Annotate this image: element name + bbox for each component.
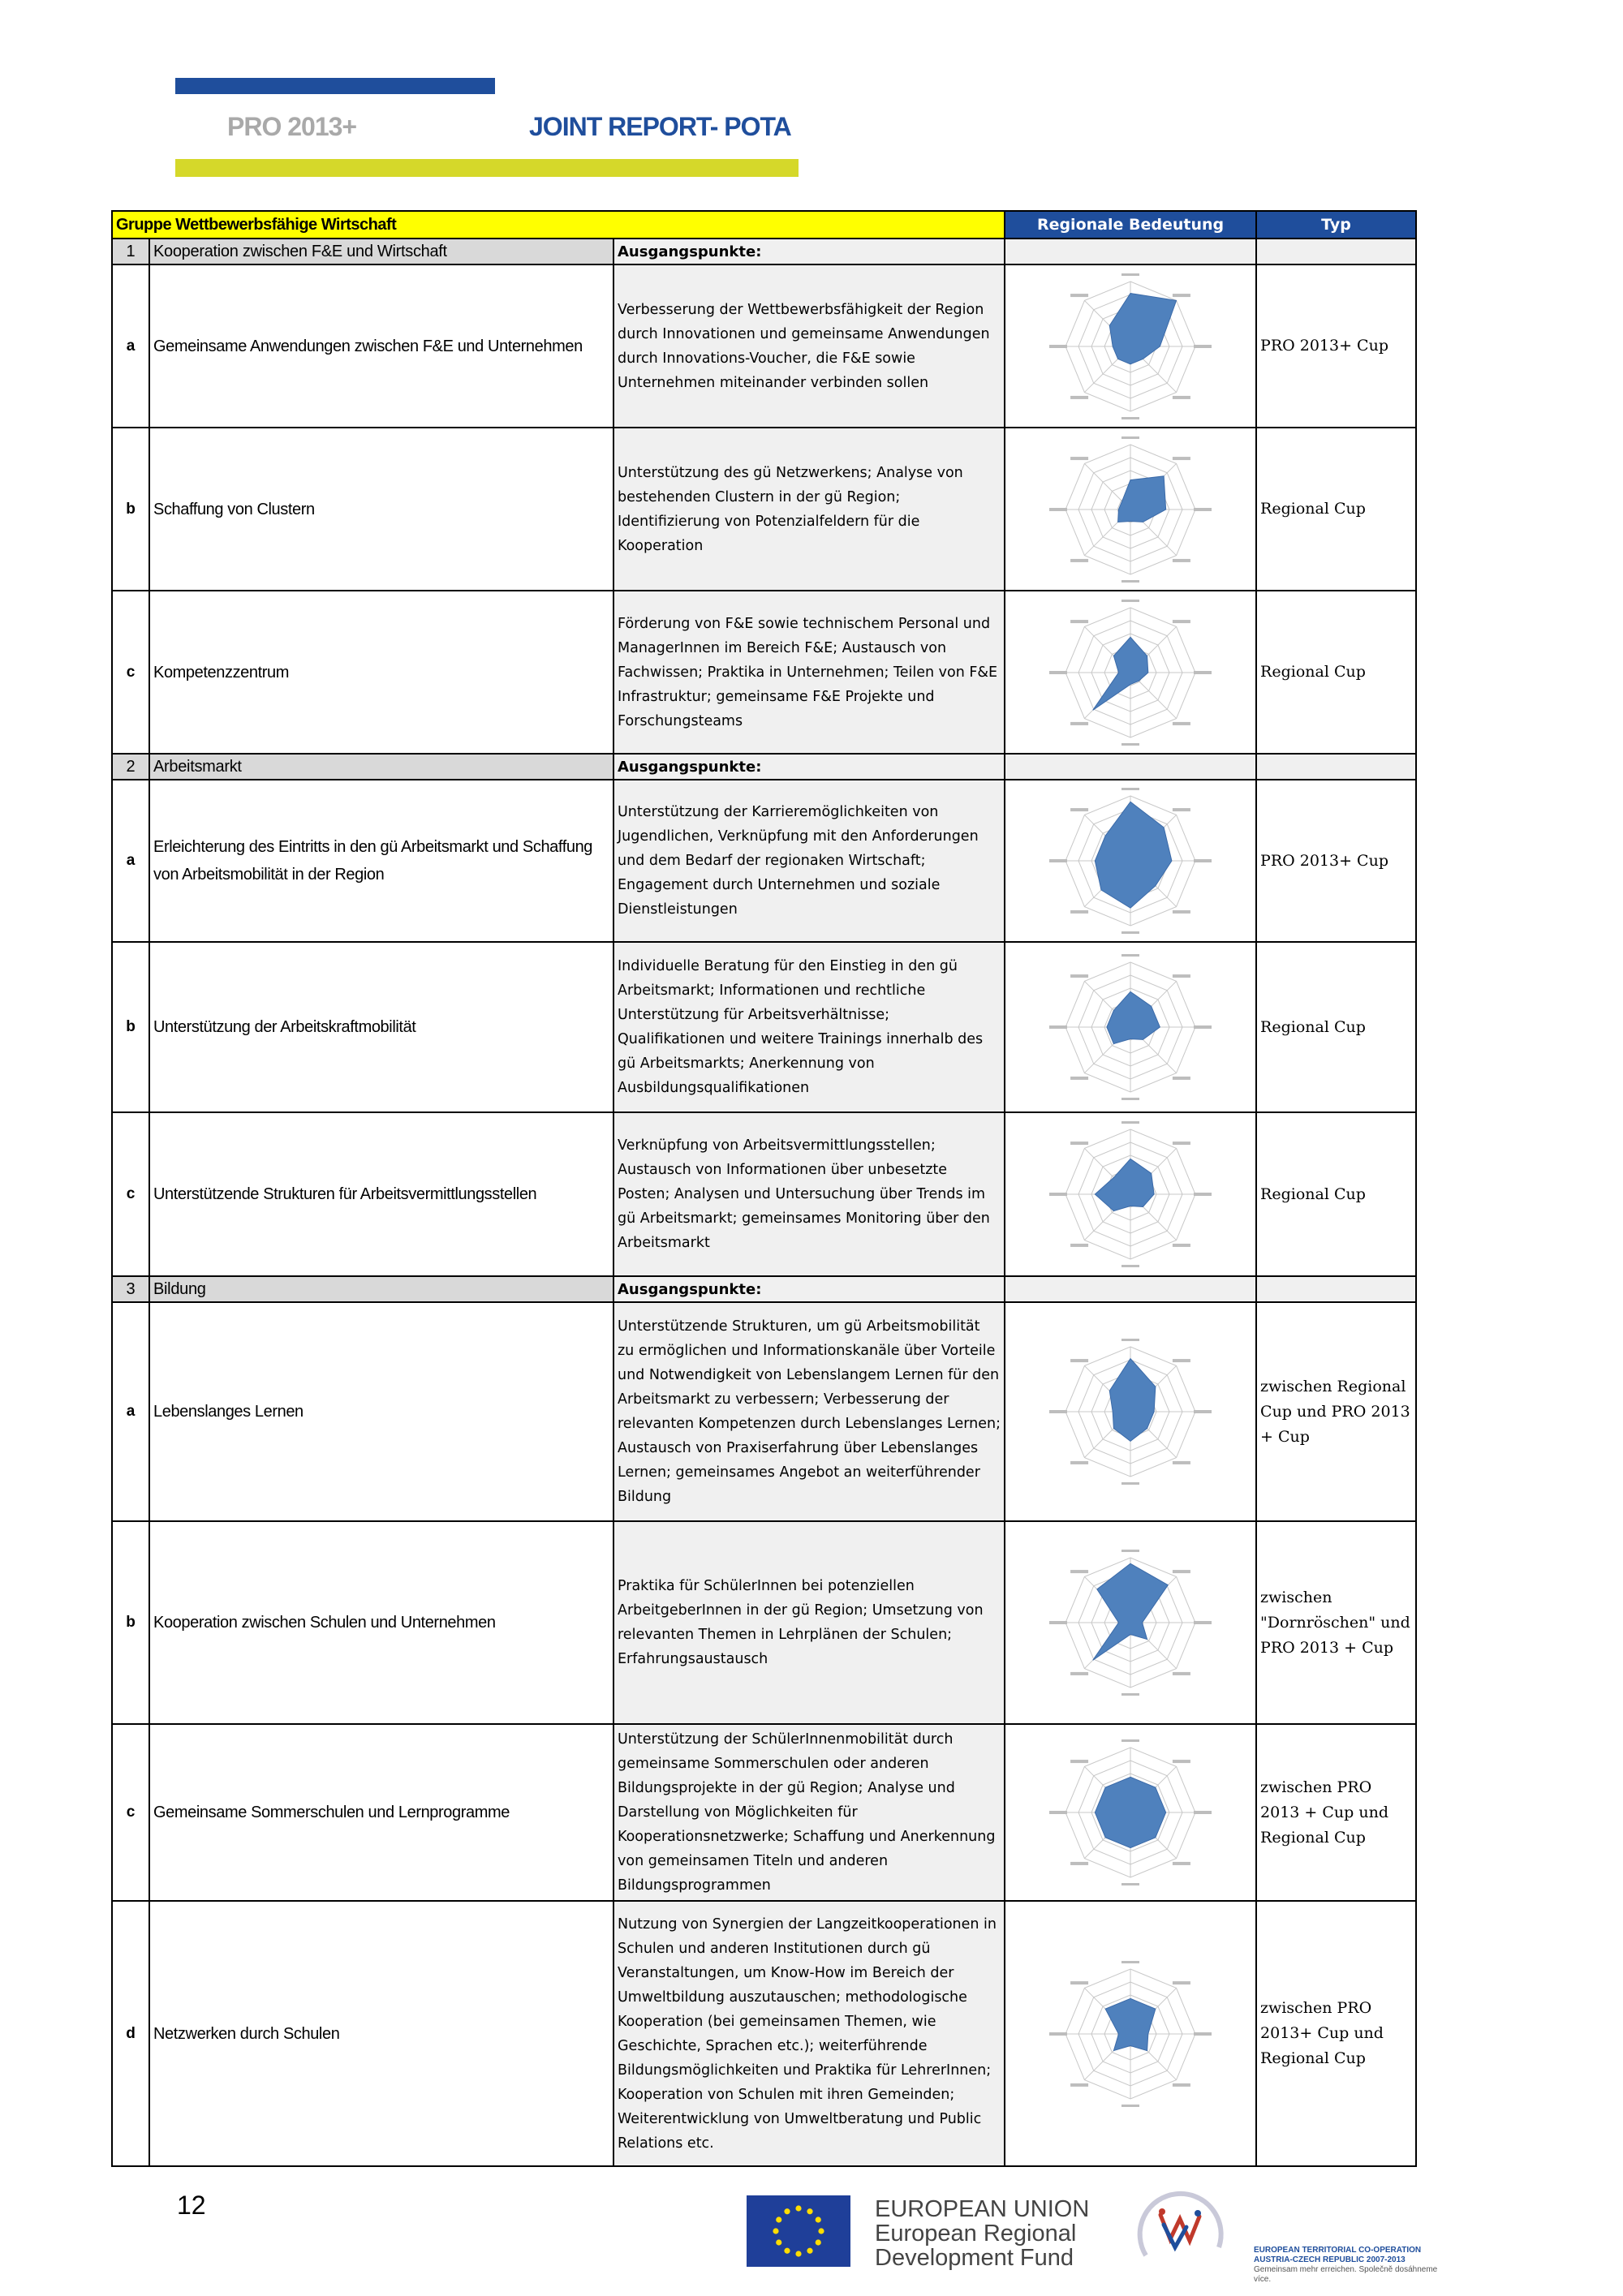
radar-axis-label-mark <box>1121 1883 1139 1885</box>
radar-axis-label-mark <box>1194 508 1212 511</box>
row-letter: b <box>112 942 149 1112</box>
measure-name: Erleichterung des Eintritts in den gü Arbeitsmarkt und Schaffung von Arbeitsmobilität in der Region <box>149 780 613 942</box>
radar-series-area <box>1118 475 1166 522</box>
eu-star <box>807 2208 812 2214</box>
radar-chart <box>1029 1121 1232 1267</box>
measure-type: zwischen PRO 2013+ Cup und Regional Cup <box>1256 1901 1416 2166</box>
header-blue-bar <box>175 78 495 94</box>
radar-axis-label-mark <box>1173 808 1190 811</box>
measure-description: Individuelle Beratung für den Einstieg in den gü Arbeitsmarkt; Informationen und rechtliche Unterstützung für Arbeitsverhältnisse; Qualifikationen und weitere Trainings innerhalb des gü Arbeitsmarkts; Anerkennung von Ausbildungsqualifikationen <box>613 942 1005 1112</box>
regional-importance-chart-cell <box>1005 1112 1256 1276</box>
radar-axis-label-mark <box>1121 1339 1139 1341</box>
measure-name: Unterstützung der Arbeitskraftmobilität <box>149 942 613 1112</box>
row-letter: c <box>112 591 149 754</box>
radar-axis-label-mark <box>1121 1121 1139 1124</box>
row-letter: c <box>112 1112 149 1276</box>
eu-star <box>776 2216 781 2222</box>
radar-axis-label-mark <box>1173 1359 1190 1362</box>
radar-axis-label-mark <box>1121 931 1139 934</box>
row-letter: a <box>112 780 149 942</box>
column-header-regional: Regionale Bedeutung <box>1005 211 1256 239</box>
radar-axis-label-mark <box>1121 954 1139 957</box>
table-row <box>112 1901 1416 2166</box>
measure-type: zwischen "Dornröschen" und PRO 2013 + Cup <box>1256 1521 1416 1724</box>
etc-programme-text <box>1254 2246 1449 2285</box>
eu-fund-text <box>875 2197 1089 2270</box>
cz-at-cooperation-logo <box>1113 2182 1243 2280</box>
radar-axis-label-mark <box>1194 2032 1212 2036</box>
radar-axis-label-mark <box>1070 558 1088 561</box>
etc-line-2: AUSTRIA-CZECH REPUBLIC 2007-2013 <box>1254 2255 1406 2264</box>
eu-star <box>784 2208 790 2214</box>
eu-line-1: EUROPEAN UNION <box>875 2196 1090 2222</box>
section-blank-cell <box>1005 754 1256 780</box>
radar-axis-label-mark <box>1121 1265 1139 1267</box>
measure-description: Unterstützung des gü Netzwerkens; Analyse von bestehenden Clustern in der gü Region; Identifizierung von Potenzialfeldern für die Kooperation <box>613 428 1005 591</box>
measure-name: Gemeinsame Sommerschulen und Lernprogramme <box>149 1724 613 1901</box>
eu-line-2: European Regional <box>875 2221 1077 2247</box>
regional-importance-chart-cell <box>1005 428 1256 591</box>
radar-axis-label-mark <box>1121 273 1139 276</box>
radar-axis-label-mark <box>1194 671 1212 674</box>
radar-series-area <box>1105 1998 1156 2050</box>
radar-axis-label-mark <box>1121 600 1139 602</box>
radar-axis-label-mark <box>1070 721 1088 724</box>
measure-description: Verknüpfung von Arbeitsvermittlungsstellen; Austausch von Informationen über unbesetzte Posten; Analysen und Untersuchung über Trends im gü Arbeitsmarkt; gemeinsames Monitoring über den Arbeitsmarkt <box>613 1112 1005 1276</box>
page-number: 12 <box>177 2191 206 2220</box>
radar-axis-label-mark <box>1173 558 1190 561</box>
radar-axis-label-mark <box>1194 1811 1212 1814</box>
radar-axis-label-mark <box>1121 1693 1139 1696</box>
radar-axis-label-mark <box>1121 1550 1139 1552</box>
radar-series-area <box>1107 991 1160 1043</box>
radar-chart <box>1029 1739 1232 1885</box>
measure-description: Unterstützung der SchülerInnenmobilität durch gemeinsame Sommerschulen oder anderen Bildungsprojekte in der gü Region; Analyse und Darstellung von Möglichkeiten für Kooperationsnetzwerke; Schaffung und Anerkennung von gemeinsamen Titeln und anderen Bildungsprogrammen <box>613 1724 1005 1901</box>
radar-axis-label-mark <box>1070 1981 1088 1984</box>
header-yellow-bar <box>175 159 799 177</box>
radar-axis-label-mark <box>1194 859 1212 862</box>
radar-axis-label-mark <box>1121 1098 1139 1100</box>
ausgangspunkte-label: Ausgangspunkte: <box>613 239 1005 264</box>
eu-star <box>816 2239 821 2245</box>
measure-type: zwischen PRO 2013 + Cup und Regional Cup <box>1256 1724 1416 1901</box>
radar-axis-label-mark <box>1121 1739 1139 1742</box>
radar-axis-label-mark <box>1049 1193 1067 1196</box>
eu-star <box>795 2251 801 2256</box>
radar-axis-label-mark <box>1173 1570 1190 1573</box>
radar-axis-label-mark <box>1070 620 1088 623</box>
section-blank-cell <box>1256 1276 1416 1302</box>
radar-axis-label-mark <box>1194 1193 1212 1196</box>
radar-axis-label-mark <box>1049 1025 1067 1029</box>
section-number: 2 <box>112 754 149 780</box>
radar-axis-label-mark <box>1173 1244 1190 1247</box>
column-header-typ: Typ <box>1256 211 1416 239</box>
radar-axis-label-mark <box>1173 721 1190 724</box>
radar-axis-label-mark <box>1049 2032 1067 2036</box>
measure-type: Regional Cup <box>1256 591 1416 754</box>
regional-importance-chart-cell <box>1005 1901 1256 2166</box>
radar-axis-label-mark <box>1049 671 1067 674</box>
regional-importance-chart-cell <box>1005 264 1256 428</box>
radar-axis-label-mark <box>1173 1981 1190 1984</box>
radar-axis-label-mark <box>1070 1862 1088 1865</box>
measure-name: Lebenslanges Lernen <box>149 1302 613 1521</box>
radar-axis-label-mark <box>1070 974 1088 978</box>
eu-flag-logo <box>747 2195 850 2267</box>
section-blank-cell <box>1256 239 1416 264</box>
regional-importance-chart-cell <box>1005 942 1256 1112</box>
radar-axis-label-mark <box>1070 2083 1088 2086</box>
measure-type: Regional Cup <box>1256 1112 1416 1276</box>
measure-type: Regional Cup <box>1256 942 1416 1112</box>
radar-axis-label-mark <box>1121 580 1139 583</box>
radar-axis-label-mark <box>1121 1482 1139 1485</box>
row-letter: b <box>112 428 149 591</box>
radar-axis-label-mark <box>1173 620 1190 623</box>
row-letter: a <box>112 1302 149 1521</box>
radar-axis-label-mark <box>1070 1244 1088 1247</box>
radar-axis-label-mark <box>1173 457 1190 460</box>
eu-star <box>795 2205 801 2211</box>
radar-axis-label-mark <box>1070 395 1088 398</box>
radar-axis-label-mark <box>1070 1672 1088 1675</box>
row-letter: c <box>112 1724 149 1901</box>
eu-star <box>773 2228 778 2234</box>
radar-axis-label-mark <box>1173 395 1190 398</box>
radar-axis-label-mark <box>1121 788 1139 790</box>
radar-axis-label-mark <box>1049 1811 1067 1814</box>
radar-axis-label-mark <box>1173 1862 1190 1865</box>
etc-line-1: EUROPEAN TERRITORIAL CO-OPERATION <box>1254 2246 1422 2255</box>
measure-name: Schaffung von Clustern <box>149 428 613 591</box>
radar-axis-label-mark <box>1121 417 1139 419</box>
radar-axis-label-mark <box>1070 1359 1088 1362</box>
radar-axis-label-mark <box>1194 1025 1212 1029</box>
eu-line-3: Development Fund <box>875 2245 1074 2271</box>
row-letter: b <box>112 1521 149 1724</box>
radar-axis-label-mark <box>1173 2083 1190 2086</box>
section-number: 1 <box>112 239 149 264</box>
section-header-row <box>112 1276 1416 1302</box>
radar-axis-label-mark <box>1194 345 1212 348</box>
regional-importance-chart-cell <box>1005 1521 1256 1724</box>
measure-type: zwischen Regional Cup und PRO 2013 + Cup <box>1256 1302 1416 1521</box>
radar-axis-label-mark <box>1070 1142 1088 1145</box>
header-project-title: PRO 2013+ <box>227 112 357 141</box>
eu-star <box>807 2248 812 2254</box>
radar-axis-label-mark <box>1070 294 1088 297</box>
table-header-row <box>112 211 1416 239</box>
radar-series-area <box>1095 1777 1165 1847</box>
measure-description: Unterstützende Strukturen, um gü Arbeitsmobilität zu ermöglichen und Informationskanäle über Vorteile und Notwendigkeit von Lebenslangem Lernen für den Arbeitsmarkt zu verbessern; Verbesserung der relevanten Kompetenzen durch Lebenslanges Lernen; Austausch von Praxiserfahrung über Lebenslanges Lernen; gemeinsames Angebot an weiterführender Bildung <box>613 1302 1005 1521</box>
radar-axis-label-mark <box>1070 457 1088 460</box>
section-title: Kooperation zwischen F&E und Wirtschaft <box>149 239 613 264</box>
measure-description: Förderung von F&E sowie technischem Personal und ManagerInnen im Bereich F&E; Austausch von Fachwissen; Praktika in Unternehmen; Teilen von F&E Infrastruktur; gemeinsame F&E Projekte und Forschungsteams <box>613 591 1005 754</box>
section-title: Arbeitsmarkt <box>149 754 613 780</box>
eu-star <box>816 2216 821 2222</box>
eu-star <box>784 2248 790 2254</box>
measure-type: PRO 2013+ Cup <box>1256 264 1416 428</box>
section-header-row <box>112 239 1416 264</box>
eu-star <box>818 2228 824 2234</box>
measure-description: Praktika für SchülerInnen bei potenziellen ArbeitgeberInnen in der gü Region; Umsetzung von relevanten Themen in Lehrplänen der Schulen; Erfahrungsaustausch <box>613 1521 1005 1724</box>
radar-chart <box>1029 273 1232 419</box>
ausgangspunkte-label: Ausgangspunkte: <box>613 1276 1005 1302</box>
measure-name: Kooperation zwischen Schulen und Unternehmen <box>149 1521 613 1724</box>
radar-chart <box>1029 600 1232 746</box>
radar-axis-label-mark <box>1173 974 1190 978</box>
radar-axis-label-mark <box>1121 743 1139 746</box>
etc-line-3: Gemeinsam mehr erreichen. Společně dosáhneme více. <box>1254 2265 1438 2284</box>
measure-name: Gemeinsame Anwendungen zwischen F&E und Unternehmen <box>149 264 613 428</box>
table-row <box>112 591 1416 754</box>
radar-axis-label-mark <box>1070 910 1088 914</box>
table-row <box>112 1724 1416 1901</box>
radar-axis-label-mark <box>1194 1410 1212 1413</box>
radar-axis-label-mark <box>1173 1672 1190 1675</box>
radar-chart <box>1029 1961 1232 2107</box>
radar-axis-label-mark <box>1173 1142 1190 1145</box>
section-blank-cell <box>1005 1276 1256 1302</box>
radar-chart <box>1029 436 1232 583</box>
radar-series-area <box>1095 802 1172 908</box>
section-title: Bildung <box>149 1276 613 1302</box>
measure-name: Netzwerken durch Schulen <box>149 1901 613 2166</box>
radar-chart <box>1029 954 1232 1100</box>
section-blank-cell <box>1256 754 1416 780</box>
radar-series-area <box>1093 637 1148 710</box>
radar-axis-label-mark <box>1070 1760 1088 1763</box>
measure-name: Unterstützende Strukturen für Arbeitsvermittlungsstellen <box>149 1112 613 1276</box>
section-blank-cell <box>1005 239 1256 264</box>
radar-axis-label-mark <box>1173 1760 1190 1763</box>
eu-star <box>776 2239 781 2245</box>
radar-axis-label-mark <box>1070 1461 1088 1464</box>
table-row <box>112 1302 1416 1521</box>
radar-axis-label-mark <box>1121 1961 1139 1963</box>
measure-type: PRO 2013+ Cup <box>1256 780 1416 942</box>
radar-chart <box>1029 788 1232 934</box>
radar-axis-label-mark <box>1049 1410 1067 1413</box>
radar-axis-label-mark <box>1173 1077 1190 1080</box>
regional-importance-chart-cell <box>1005 591 1256 754</box>
table-row <box>112 428 1416 591</box>
ausgangspunkte-label: Ausgangspunkte: <box>613 754 1005 780</box>
measure-name: Kompetenzzentrum <box>149 591 613 754</box>
table-row <box>112 264 1416 428</box>
radar-axis-label-mark <box>1070 808 1088 811</box>
header-report-title: JOINT REPORT- POTA <box>529 112 791 141</box>
group-title: Gruppe Wettbewerbsfähige Wirtschaft <box>112 211 1005 239</box>
row-letter: a <box>112 264 149 428</box>
measures-table <box>111 210 1417 2167</box>
radar-axis-label-mark <box>1070 1077 1088 1080</box>
measure-type: Regional Cup <box>1256 428 1416 591</box>
radar-axis-label-mark <box>1173 910 1190 914</box>
table-row <box>112 942 1416 1112</box>
table-row <box>112 780 1416 942</box>
section-header-row <box>112 754 1416 780</box>
radar-axis-label-mark <box>1121 2105 1139 2107</box>
radar-axis-label-mark <box>1049 345 1067 348</box>
radar-axis-label-mark <box>1049 859 1067 862</box>
regional-importance-chart-cell <box>1005 1724 1256 1901</box>
measure-description: Nutzung von Synergien der Langzeitkooperationen in Schulen und anderen Institutionen durch gü Veranstaltungen, um Know-How im Bereich der Umweltbildung auszutauschen; methodologische Kooperation (bei gemeinsamen Themen, wie Geschichte, Sprachen etc.); weiterführende Bildungsmöglichkeiten und Praktika für LehrerInnen; Kooperation von Schulen mit ihren Gemeinden; Weiterentwicklung von Umweltberatung und Public Relations etc. <box>613 1901 1005 2166</box>
radar-axis-label-mark <box>1049 1621 1067 1624</box>
radar-axis-label-mark <box>1049 508 1067 511</box>
radar-axis-label-mark <box>1173 1461 1190 1464</box>
measure-description: Unterstützung der Karrieremöglichkeiten von Jugendlichen, Verknüpfung mit den Anforderungen und dem Bedarf der regionaken Wirtschaft; Engagement durch Unternehmen und soziale Dienstleistungen <box>613 780 1005 942</box>
radar-axis-label-mark <box>1194 1621 1212 1624</box>
radar-series-area <box>1109 1359 1156 1442</box>
radar-axis-label-mark <box>1070 1570 1088 1573</box>
radar-chart <box>1029 1339 1232 1485</box>
measure-description: Verbesserung der Wettbewerbsfähigkeit der Region durch Innovationen und gemeinsame Anwendungen durch Innovations-Voucher, die F&E sowie Unternehmen miteinander verbinden sollen <box>613 264 1005 428</box>
row-letter: d <box>112 1901 149 2166</box>
radar-axis-label-mark <box>1121 436 1139 439</box>
radar-axis-label-mark <box>1173 294 1190 297</box>
table-row <box>112 1521 1416 1724</box>
radar-chart <box>1029 1550 1232 1696</box>
regional-importance-chart-cell <box>1005 1302 1256 1521</box>
regional-importance-chart-cell <box>1005 780 1256 942</box>
section-number: 3 <box>112 1276 149 1302</box>
table-row <box>112 1112 1416 1276</box>
